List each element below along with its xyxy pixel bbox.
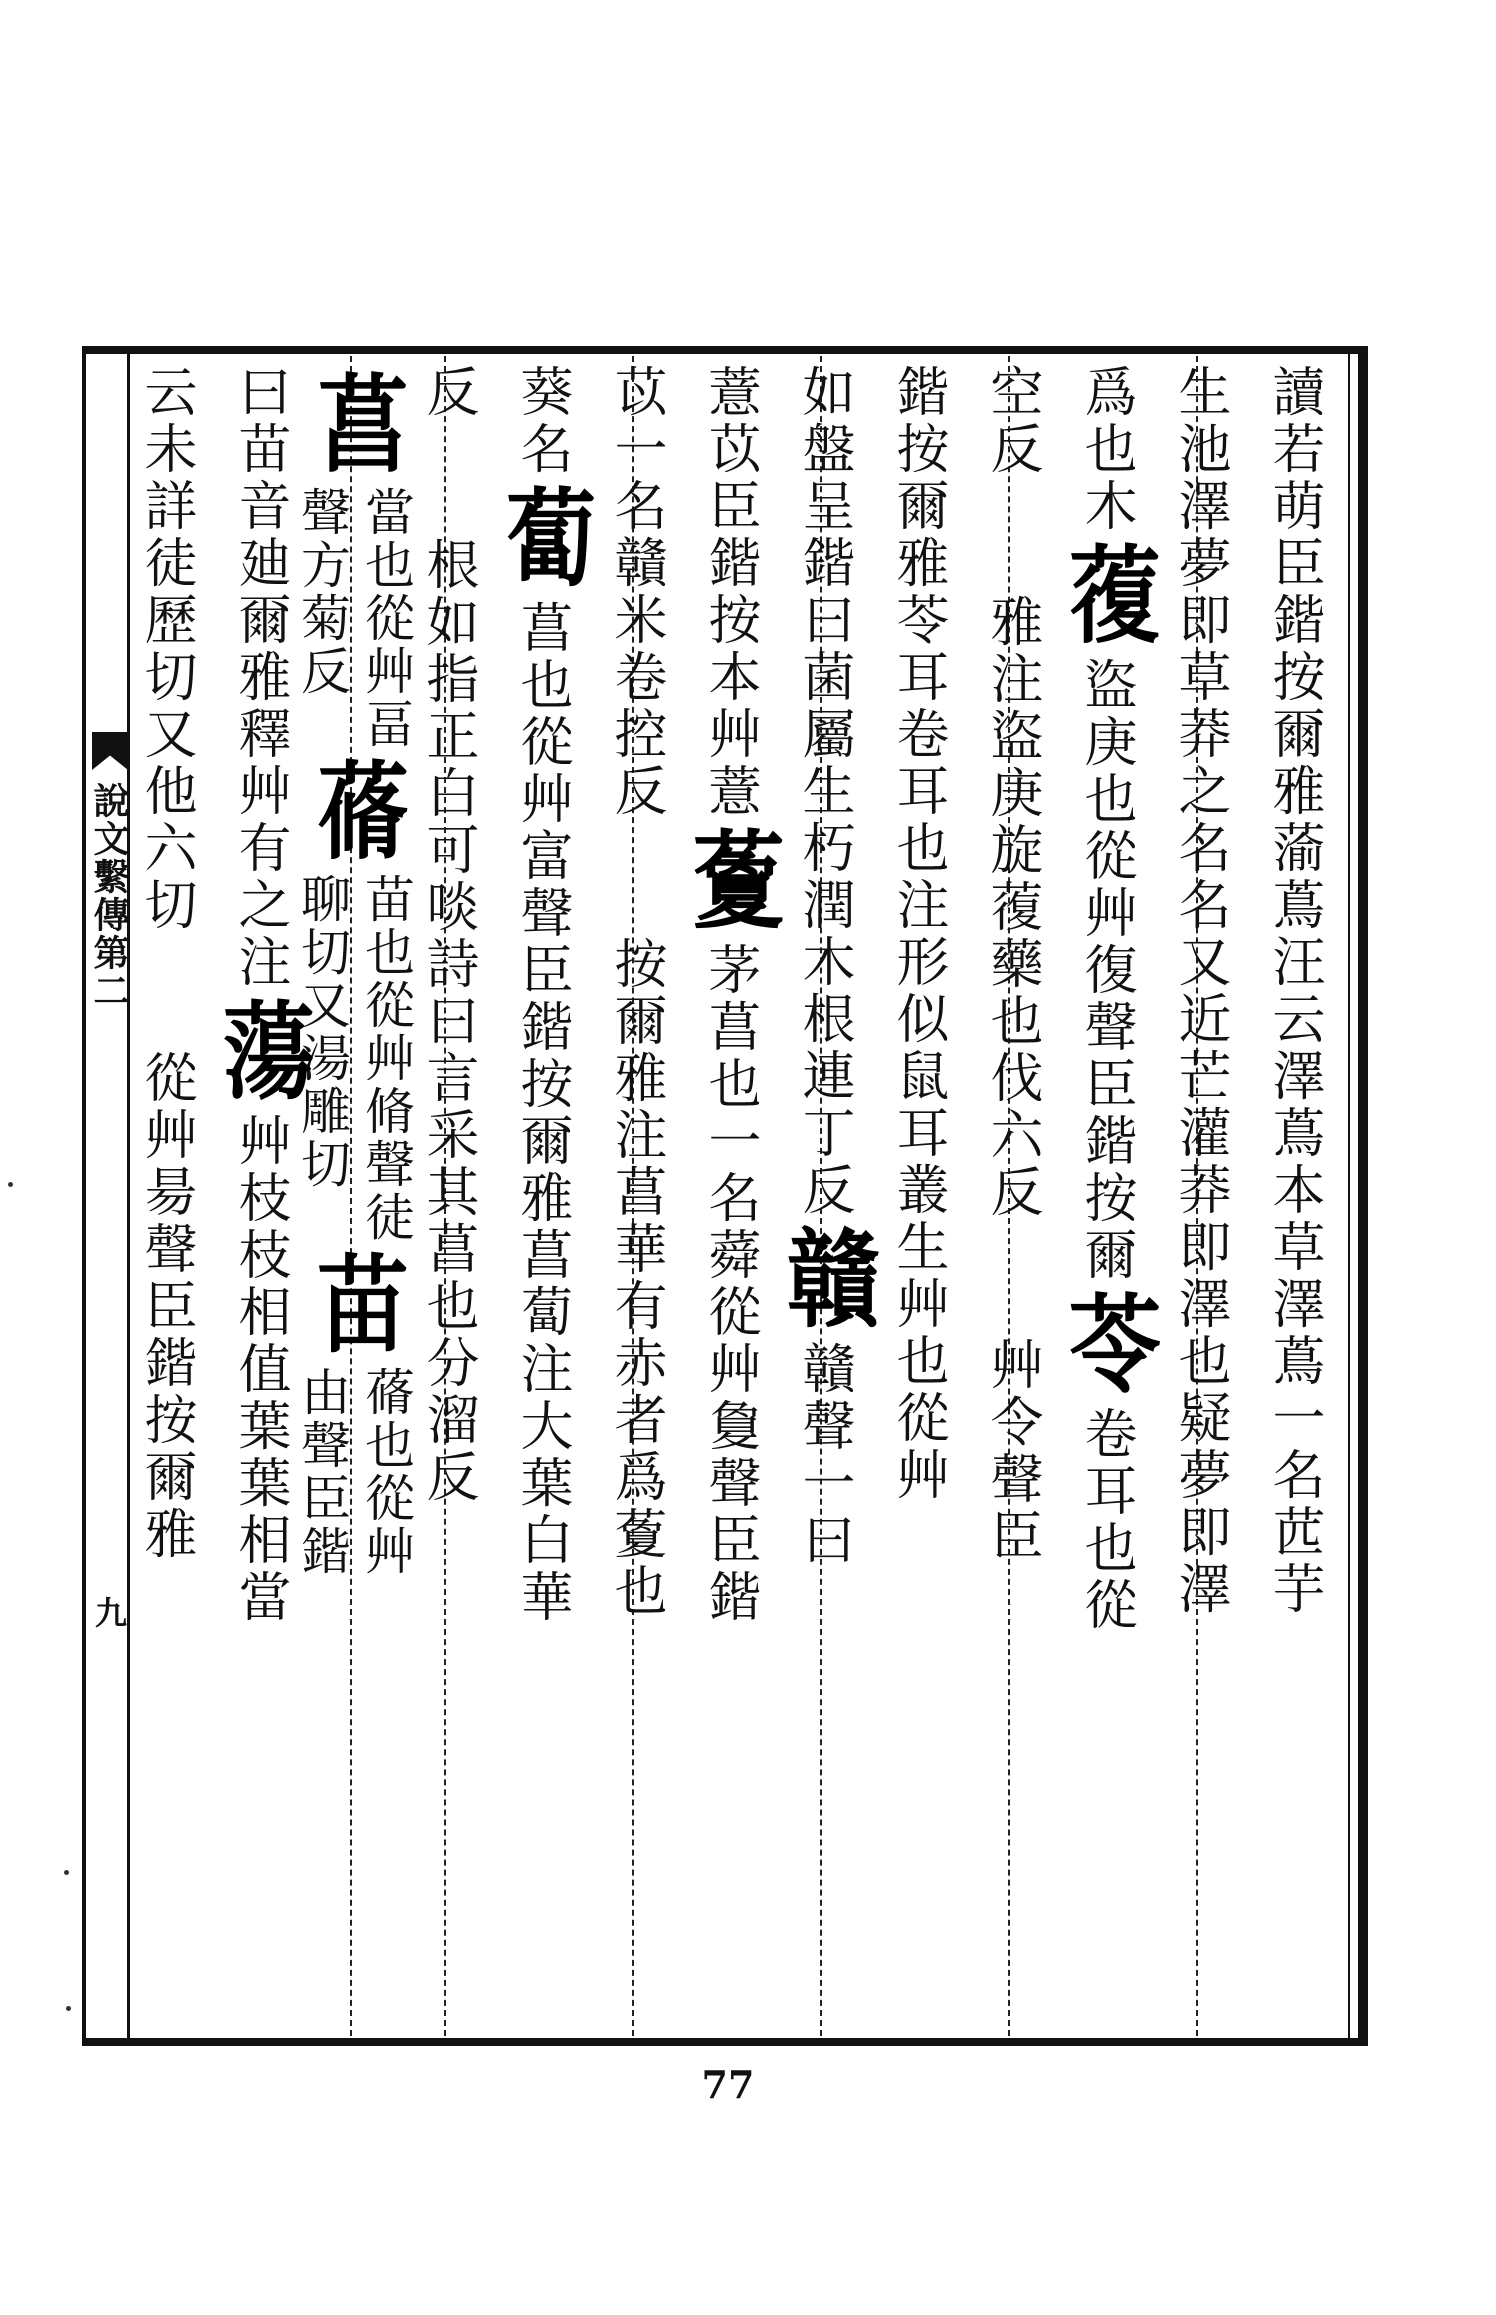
seal-script-headword: 贛: [786, 1217, 879, 1343]
headword-gap: [966, 478, 1058, 594]
seal-script-headword: 蔔: [504, 476, 597, 602]
seal-script-headword: 菖: [316, 362, 409, 488]
column-text: 菖也從艸富聲臣鍇按爾雅菖蔔注大葉白華: [512, 600, 573, 1626]
column-text: 云未詳徒歷切又他六切: [136, 364, 197, 934]
column-text: 艸枝枝相值葉葉相當: [230, 1113, 291, 1626]
column-text: 鍇按爾雅苓耳卷耳也注形似鼠耳叢生艸也從艸: [888, 364, 949, 1504]
split-annotation: [293, 1366, 415, 1578]
column-text: 盜庚也從艸復聲臣鍇按爾: [1076, 657, 1137, 1284]
column-text: 苡一名贛米卷控反: [606, 364, 667, 820]
text-column: [684, 364, 785, 2034]
margin-book-title: 說文繫傳第二: [88, 782, 130, 1010]
page-number: 77: [701, 2062, 755, 2107]
text-column: [214, 364, 315, 2034]
text-column: [778, 364, 879, 2034]
column-text: 爲也木: [1076, 364, 1137, 535]
text-column: [496, 364, 597, 2034]
column-text: 曰苗音廸爾雅釋艸有之注: [230, 364, 291, 991]
column-text: 反: [418, 364, 479, 421]
column-text: 按爾雅注菖華有赤者爲藑也: [606, 936, 667, 1620]
column-text: 艸令聲臣: [982, 1337, 1043, 1565]
seal-script-headword: 蕧: [1068, 533, 1161, 659]
seal-script-headword: 蓨: [316, 749, 409, 875]
headword-gap: [590, 820, 682, 936]
column-text: 雅注盜庚旋蕧藥也伐六反: [982, 594, 1043, 1221]
seal-script-headword: 蕩: [222, 989, 315, 1115]
annotation-right-line: 苗也從艸脩聲徒: [357, 873, 415, 1244]
text-column: [293, 362, 415, 2034]
seal-script-headword: 藑: [692, 818, 785, 944]
split-annotation: [293, 486, 415, 751]
column-text: 根如指正白可啖詩曰言采其菖也分溜反: [418, 537, 479, 1506]
column-text: 葵名: [512, 364, 573, 478]
column-text: 生池澤夢即草莽之名名又近芒灌莽即澤也疑夢即澤: [1170, 364, 1231, 1618]
column-text: 如盤呈鍇曰菌屬生朽潤木根連丁反: [794, 364, 855, 1219]
text-column: [1248, 364, 1340, 2034]
annotation-left-line: 聊切又湯雕切: [293, 873, 351, 1191]
headword-gap: [966, 1221, 1058, 1337]
text-column: [402, 364, 494, 2034]
margin-folio-number: 九: [90, 1596, 128, 1628]
column-text: 薏苡臣鍇按本艸薏: [700, 364, 761, 820]
annotation-right-line: 當也從艸畐: [357, 486, 415, 751]
text-column: [1060, 364, 1161, 2034]
headword-gap: [120, 934, 212, 1050]
column-text: 空反: [982, 364, 1043, 478]
column-text: 茅菖也一名蕣從艸敻聲臣鍇: [700, 942, 761, 1626]
text-column: [872, 364, 964, 2034]
seal-script-headword: 苓: [1068, 1282, 1161, 1408]
annotation-right-line: 蓨也從艸: [357, 1366, 415, 1578]
column-text: 讀若萌臣鍇按爾雅蕍蔦汪云澤蔦本草澤蔦一名苉芋: [1264, 364, 1325, 1618]
column-text: 從艸昜聲臣鍇按爾雅: [136, 1050, 197, 1563]
column-text: 卷耳也從: [1076, 1406, 1137, 1634]
text-column: [966, 364, 1058, 2034]
annotation-left-line: 由聲臣鍇: [293, 1366, 351, 1578]
seal-script-headword: 苗: [316, 1242, 409, 1368]
text-column: [120, 364, 212, 2034]
column-text: 贛聲一曰: [794, 1341, 855, 1569]
annotation-left-line: 聲方菊反: [293, 486, 351, 698]
text-column: [590, 364, 682, 2034]
